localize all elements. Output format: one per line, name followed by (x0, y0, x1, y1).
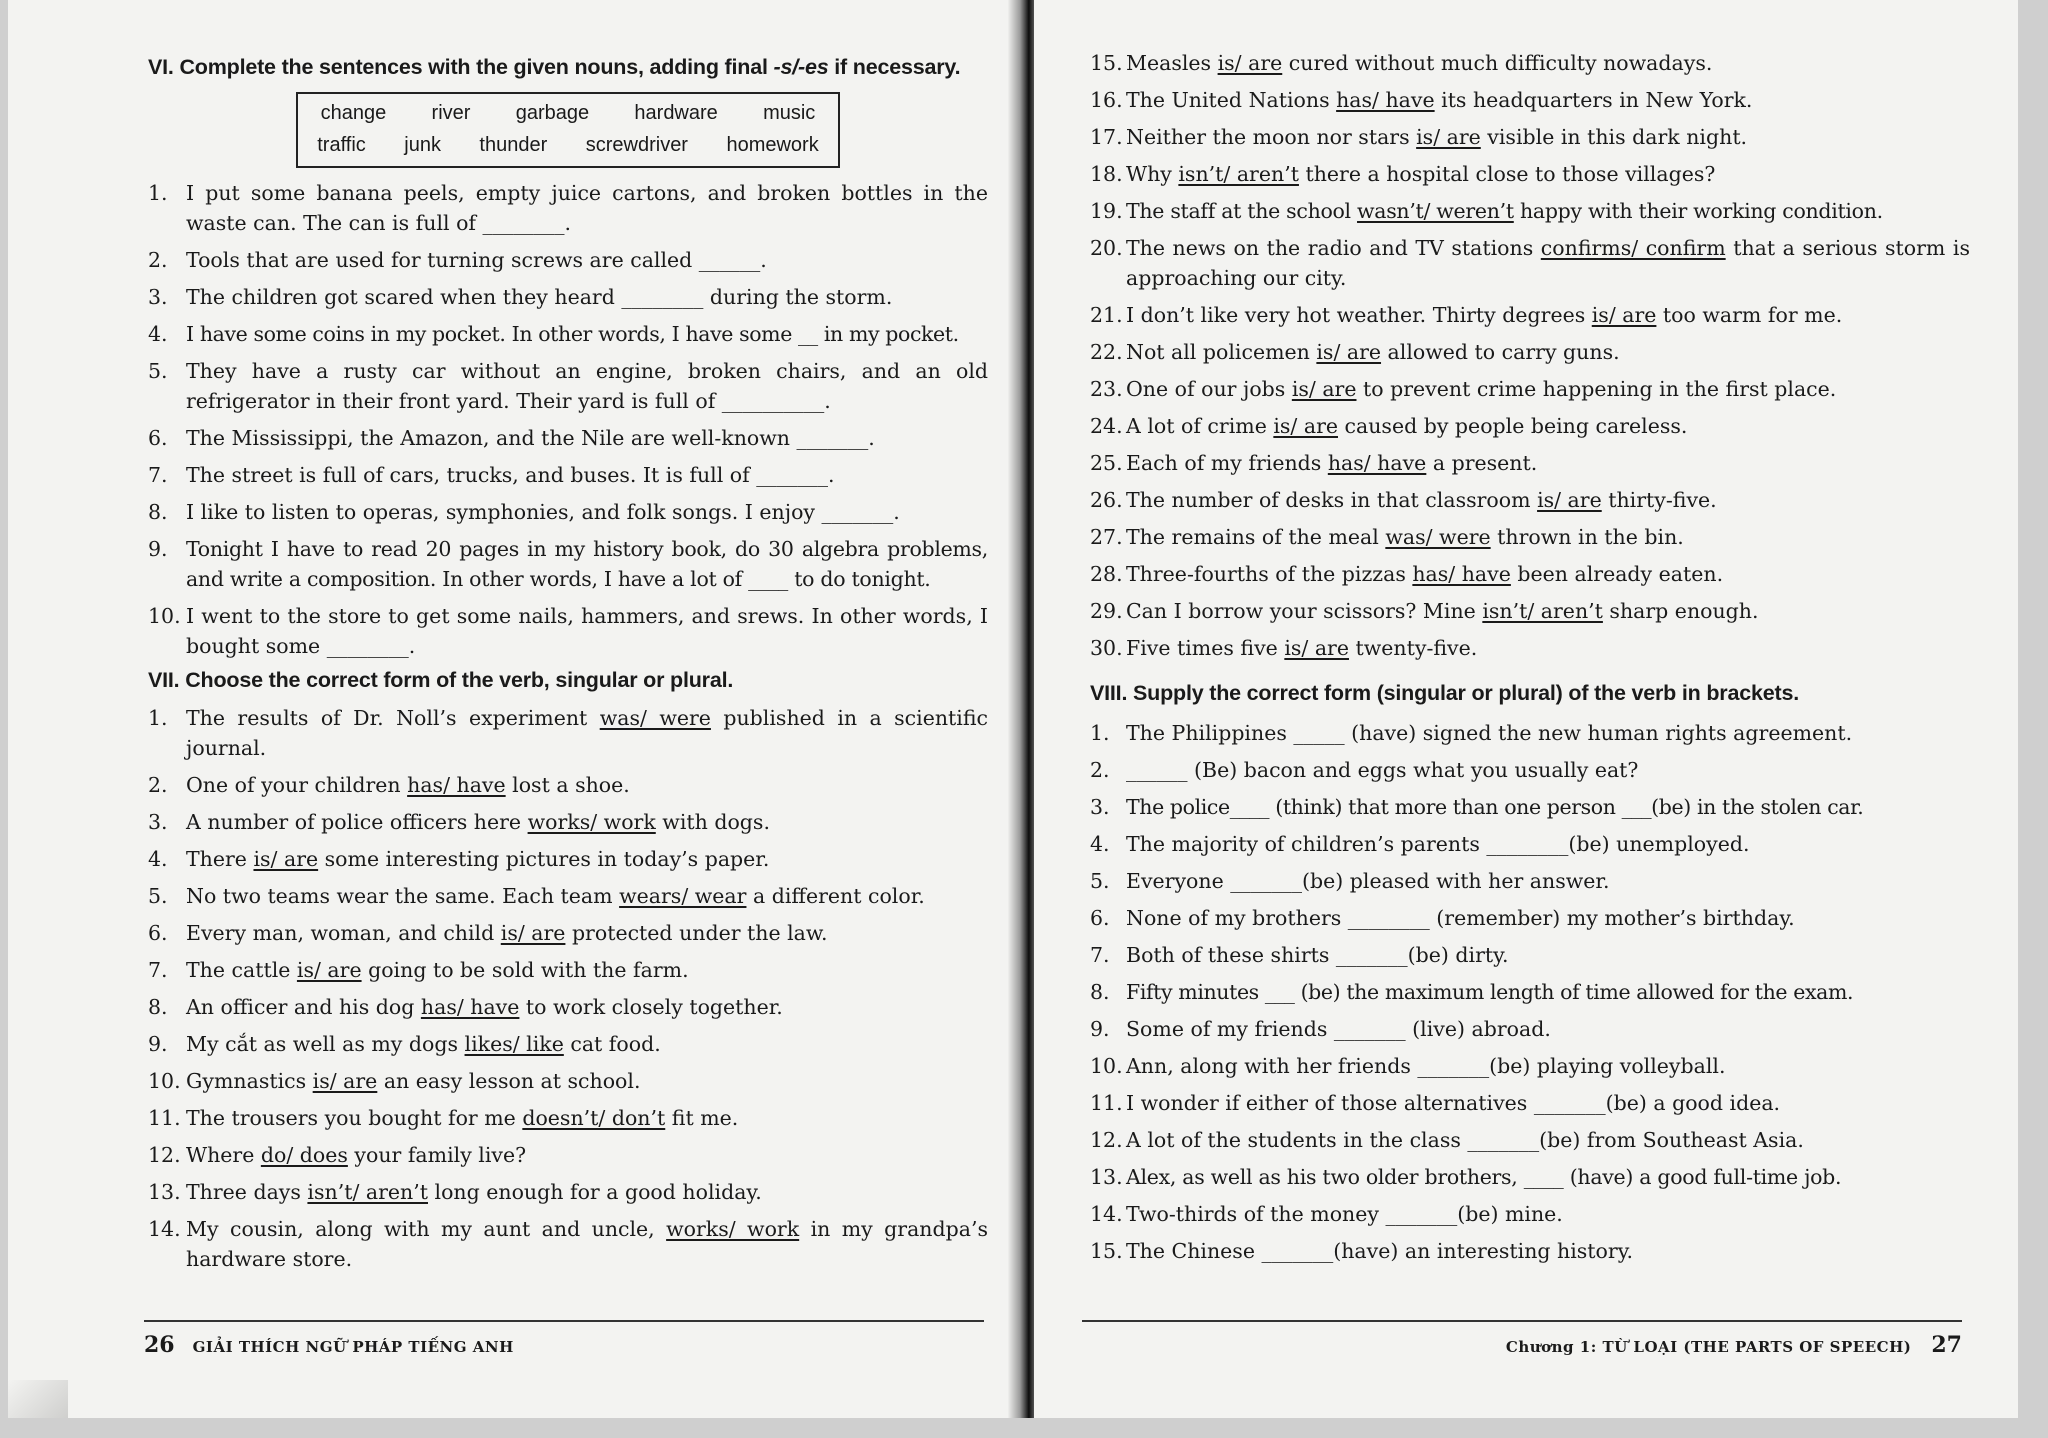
item-text-before: A lot of crime (1126, 414, 1274, 438)
item-text-after: long enough for a good holiday. (428, 1180, 762, 1204)
item-number: 20. (1090, 236, 1123, 260)
item-number: 7. (148, 958, 168, 982)
right-page-content (1090, 48, 1970, 1273)
item-number: 8. (148, 995, 168, 1019)
word-box-word: music (763, 102, 816, 124)
word-box-word: hardware (634, 102, 718, 124)
item-text-after: a different color. (746, 884, 925, 908)
verb-choice: isn’t/ aren’t (307, 1180, 428, 1204)
exercise-item (148, 245, 988, 275)
item-text (1126, 233, 1970, 293)
verb-choice: wears/ wear (619, 884, 747, 908)
item-number: 14. (148, 1217, 181, 1241)
exercise-item (1090, 1014, 1970, 1044)
item-number: 6. (1090, 906, 1110, 930)
left-page (8, 0, 1018, 1418)
item-number: 7. (148, 463, 168, 487)
verb-choice: is/ are (1273, 414, 1338, 438)
item-text (186, 770, 988, 800)
exercise-item (148, 319, 988, 349)
verb-choice: is/ are (1284, 636, 1349, 660)
item-number: 10. (148, 1069, 181, 1093)
item-number: 18. (1090, 162, 1123, 186)
item-text (186, 1177, 988, 1207)
exercise-item (1090, 48, 1970, 78)
item-number: 15. (1090, 51, 1123, 75)
exercise-item (148, 534, 988, 594)
exercise-item (1090, 1236, 1970, 1266)
exercise-item (148, 1103, 988, 1133)
item-number: 21. (1090, 303, 1123, 327)
item-number: 13. (1090, 1165, 1123, 1189)
item-text-after: its headquarters in New York. (1434, 88, 1753, 112)
item-text-before: The cattle (186, 958, 297, 982)
exercise-item (1090, 122, 1970, 152)
verb-choice: do/ does (260, 1143, 348, 1167)
exercise-item (148, 703, 988, 763)
item-text (1126, 337, 1970, 367)
verb-choice: is/ are (296, 958, 362, 982)
item-text-after: sharp enough. (1602, 599, 1759, 623)
item-text (186, 1066, 988, 1096)
item-number: 19. (1090, 199, 1123, 223)
item-number: 28. (1090, 562, 1123, 586)
item-number: 9. (148, 1032, 168, 1056)
verb-choice: was/ were (1385, 525, 1491, 549)
item-text: They have a rusty car without an engine, broken chairs, and an old refrigerator in their front yard. Their yard is full of __________. (186, 359, 988, 413)
item-text: The children got scared when they heard ________ during the storm. (186, 285, 893, 309)
item-text (1126, 448, 1970, 478)
verb-choice: is/ are (1291, 377, 1357, 401)
item-number: 9. (1090, 1017, 1110, 1041)
item-text-after: cured without much difficulty nowadays. (1282, 51, 1713, 75)
item-text (1126, 522, 1970, 552)
item-text-after: in my grandpa’s hardware store. (186, 1217, 989, 1271)
exercise-item (1090, 559, 1970, 589)
left-page-content (148, 55, 988, 1281)
section-viii-list (1090, 718, 1970, 1266)
section-vi-heading (148, 55, 988, 80)
exercise-item (1090, 718, 1970, 748)
item-text-after: published in a scientific journal. (186, 706, 988, 760)
exercise-item (1090, 1199, 1970, 1229)
item-text-before: The United Nations (1126, 88, 1337, 112)
book-spread (8, 0, 2008, 1418)
item-text-after: with dogs. (655, 810, 770, 834)
item-text: Two-thirds of the money _______(be) mine. (1126, 1202, 1563, 1226)
item-number: 23. (1090, 377, 1123, 401)
exercise-item (148, 497, 988, 527)
exercise-item (1090, 196, 1970, 226)
item-text-before: My cắt as well as my dogs (186, 1032, 465, 1056)
verb-choice: is/ are (1591, 303, 1657, 327)
verb-choice: works/ work (527, 810, 656, 834)
item-text: Both of these shirts _______(be) dirty. (1126, 943, 1509, 967)
item-text: Alex, as well as his two older brothers, ____ (have) a good full-time job. (1126, 1165, 1842, 1189)
item-text (1126, 85, 1970, 115)
item-text-before: One of your children (186, 773, 408, 797)
item-text-after: an easy lesson at school. (377, 1069, 641, 1093)
item-text-before: An officer and his dog (186, 995, 421, 1019)
item-text: Fifty minutes ___ (be) the maximum length of time allowed for the exam. (1126, 980, 1854, 1004)
item-number: 29. (1090, 599, 1123, 623)
verb-choice: is/ are (1537, 488, 1602, 512)
verb-choice: has/ have (1336, 88, 1435, 112)
item-text-after: protected under the law. (565, 921, 828, 945)
item-number: 25. (1090, 451, 1123, 475)
verb-choice: has/ have (407, 773, 506, 797)
item-text: The street is full of cars, trucks, and buses. It is full of _______. (186, 463, 835, 487)
item-number: 11. (148, 1106, 181, 1130)
item-text (186, 1103, 988, 1133)
word-box (296, 92, 840, 168)
page-number: 26 (144, 1332, 175, 1358)
item-text: Everyone _______(be) pleased with her answer. (1126, 869, 1610, 893)
verb-choice: was/ were (599, 706, 711, 730)
right-page (1034, 0, 2018, 1418)
item-text-before: Gymnastics (186, 1069, 313, 1093)
verb-choice: works/ work (666, 1217, 800, 1241)
item-text-after: thirty-five. (1601, 488, 1717, 512)
item-text-before: The remains of the meal (1126, 525, 1386, 549)
exercise-item (1090, 866, 1970, 896)
item-text: The Philippines _____ (have) signed the new human rights agreement. (1126, 721, 1853, 745)
item-text-after: to work closely together. (519, 995, 783, 1019)
item-text: None of my brothers ________ (remember) my mother’s birthday. (1126, 906, 1795, 930)
item-text: I put some banana peels, empty juice cartons, and broken bottles in the waste can. The can is full of ________. (186, 181, 988, 235)
item-number: 11. (1090, 1091, 1123, 1115)
word-box-word: junk (404, 134, 441, 156)
item-number: 2. (148, 773, 168, 797)
exercise-item (1090, 1125, 1970, 1155)
item-number: 16. (1090, 88, 1123, 112)
item-text-after: going to be sold with the farm. (361, 958, 689, 982)
exercise-item (1090, 522, 1970, 552)
item-text: I like to listen to operas, symphonies, and folk songs. I enjoy _______. (186, 500, 900, 524)
exercise-item (1090, 159, 1970, 189)
verb-choice: wasn’t/ weren’t (1357, 199, 1514, 223)
verb-choice: is/ are (312, 1069, 378, 1093)
item-number: 13. (148, 1180, 181, 1204)
item-number: 30. (1090, 636, 1123, 660)
word-box-word: thunder (479, 134, 548, 156)
item-text-before: The trousers you bought for me (186, 1106, 523, 1130)
item-text (1126, 411, 1970, 441)
item-text-after: visible in this dark night. (1480, 125, 1748, 149)
exercise-item (148, 601, 988, 661)
item-text-after: cat food. (563, 1032, 661, 1056)
word-box-word: screwdriver (585, 134, 688, 156)
item-number: 1. (148, 706, 168, 730)
exercise-item (148, 770, 988, 800)
verb-choice: has/ have (1327, 451, 1427, 475)
exercise-item (148, 992, 988, 1022)
item-text-before: Why (1126, 162, 1179, 186)
item-number: 3. (148, 285, 168, 309)
item-number: 10. (1090, 1054, 1123, 1078)
section-vi-heading-main: VI. Complete the sentences with the given nouns, adding final (148, 55, 774, 79)
item-text-before: Measles (1126, 51, 1218, 75)
item-text: Tools that are used for turning screws are called ______. (186, 248, 767, 272)
page-edge-shadow (8, 1380, 68, 1418)
item-text: ______ (Be) bacon and eggs what you usually eat? (1126, 758, 1639, 782)
exercise-item (148, 1177, 988, 1207)
item-text-after: twenty-five. (1348, 636, 1478, 660)
exercise-item (148, 918, 988, 948)
section-vii-heading: VII. Choose the correct form of the verb, singular or plural. (148, 668, 734, 692)
item-text (1126, 300, 1970, 330)
item-text: I have some coins in my pocket. In other words, I have some __ in my pocket. (186, 322, 959, 346)
item-number: 12. (148, 1143, 181, 1167)
item-text (186, 1140, 988, 1170)
verb-choice: doesn’t/ don’t (522, 1106, 666, 1130)
exercise-item (1090, 903, 1970, 933)
item-number: 22. (1090, 340, 1123, 364)
item-number: 3. (1090, 795, 1110, 819)
item-text (186, 1214, 988, 1274)
exercise-item (1090, 792, 1970, 822)
item-number: 1. (148, 181, 168, 205)
word-box-row-2 (298, 129, 838, 161)
exercise-item (1090, 411, 1970, 441)
exercise-item (1090, 755, 1970, 785)
item-text (1126, 596, 1970, 626)
item-text (186, 703, 988, 763)
exercise-item (1090, 448, 1970, 478)
item-text (186, 955, 988, 985)
exercise-item (148, 1140, 988, 1170)
item-number: 14. (1090, 1202, 1123, 1226)
right-page-footer (1082, 1320, 1962, 1358)
item-text (186, 807, 988, 837)
exercise-item (1090, 596, 1970, 626)
exercise-item (148, 356, 988, 416)
exercise-item (148, 282, 988, 312)
item-number: 17. (1090, 125, 1123, 149)
item-text-before: The news on the radio and TV stations (1126, 236, 1541, 260)
item-text-before: Three days (186, 1180, 308, 1204)
verb-choice: is/ are (1416, 125, 1481, 149)
item-text (186, 918, 988, 948)
item-text-after: some interesting pictures in today’s paper. (318, 847, 770, 871)
exercise-item (1090, 300, 1970, 330)
item-number: 12. (1090, 1128, 1123, 1152)
verb-choice: is/ are (253, 847, 319, 871)
exercise-item (148, 1214, 988, 1274)
exercise-item (1090, 1051, 1970, 1081)
item-number: 4. (148, 322, 168, 346)
item-text-after: a present. (1426, 451, 1538, 475)
item-text: I wonder if either of those alternatives _______(be) a good idea. (1126, 1091, 1781, 1115)
item-text (1126, 374, 1970, 404)
item-text (186, 992, 988, 1022)
item-number: 26. (1090, 488, 1123, 512)
item-text (1126, 485, 1970, 515)
item-text: Ann, along with her friends _______(be) playing volleyball. (1126, 1054, 1726, 1078)
item-text-after: too warm for me. (1656, 303, 1843, 327)
item-number: 8. (1090, 980, 1110, 1004)
exercise-item (1090, 374, 1970, 404)
item-number: 3. (148, 810, 168, 834)
exercise-item (1090, 485, 1970, 515)
item-number: 10. (148, 604, 181, 628)
verb-choice: is/ are (1316, 340, 1382, 364)
item-number: 24. (1090, 414, 1123, 438)
item-text-before: The number of desks in that classroom (1126, 488, 1538, 512)
item-text-before: Can I borrow your scissors? Mine (1126, 599, 1483, 623)
item-number: 5. (148, 884, 168, 908)
item-text (186, 844, 988, 874)
exercise-item (1090, 1088, 1970, 1118)
verb-choice: isn’t/ aren’t (1482, 599, 1603, 623)
item-text-before: Where (186, 1143, 261, 1167)
item-text: The majority of children’s parents ________(be) unemployed. (1126, 832, 1750, 856)
exercise-item (1090, 85, 1970, 115)
exercise-item (1090, 977, 1970, 1007)
item-number: 4. (148, 847, 168, 871)
item-text-after: allowed to carry guns. (1381, 340, 1620, 364)
verb-choice: has/ have (1412, 562, 1511, 586)
item-text: Tonight I have to read 20 pages in my history book, do 30 algebra problems, and write a composition. In other words, I have a lot of ____ to do tonight. (186, 537, 988, 591)
word-box-word: homework (726, 134, 819, 156)
item-text-after: fit me. (665, 1106, 739, 1130)
word-box-word: garbage (515, 102, 590, 124)
exercise-item (148, 807, 988, 837)
item-number: 1. (1090, 721, 1110, 745)
item-number: 6. (148, 426, 168, 450)
section-viii-heading: VIII. Supply the correct form (singular or plural) of the verb in brackets. (1090, 681, 1799, 705)
section-vi-heading-italic: -s/-es (773, 55, 829, 79)
item-text: I went to the store to get some nails, hammers, and srews. In other words, I bought some ________. (186, 604, 988, 658)
word-box-word: traffic (317, 134, 366, 156)
item-text (186, 881, 988, 911)
item-text-before: There (186, 847, 254, 871)
item-text-before: I don’t like very hot weather. Thirty degrees (1126, 303, 1592, 327)
item-text: A lot of the students in the class _______(be) from Southeast Asia. (1126, 1128, 1804, 1152)
item-text (1126, 159, 1970, 189)
item-text-after: caused by people being careless. (1338, 414, 1688, 438)
item-text-after: your family live? (347, 1143, 527, 1167)
item-text-after: to prevent crime happening in the first place. (1356, 377, 1837, 401)
section-vii-continued-list (1090, 48, 1970, 663)
verb-choice: is/ are (500, 921, 566, 945)
item-text (1126, 633, 1970, 663)
exercise-item (148, 460, 988, 490)
verb-choice: has/ have (420, 995, 520, 1019)
exercise-item (1090, 1162, 1970, 1192)
exercise-item (1090, 633, 1970, 663)
item-text: Some of my friends _______ (live) abroad. (1126, 1017, 1551, 1041)
verb-choice: is/ are (1217, 51, 1283, 75)
item-text (1126, 196, 1970, 226)
item-number: 5. (148, 359, 168, 383)
item-text-after: there a hospital close to those villages? (1298, 162, 1716, 186)
item-text: The police____ (think) that more than one person ___(be) in the stolen car. (1126, 795, 1864, 819)
item-text-before: The results of Dr. Noll’s experiment (186, 706, 600, 730)
item-text-before: One of our jobs (1126, 377, 1292, 401)
item-text-before: Five times five (1126, 636, 1285, 660)
item-text-before: No two teams wear the same. Each team (186, 884, 620, 908)
item-text-before: Neither the moon nor stars (1126, 125, 1417, 149)
item-text-after: happy with their working condition. (1513, 199, 1883, 223)
item-number: 4. (1090, 832, 1110, 856)
item-text-before: Each of my friends (1126, 451, 1328, 475)
item-text-before: My cousin, along with my aunt and uncle, (186, 1217, 667, 1241)
word-box-row-1 (298, 97, 838, 129)
word-box-word: change (320, 102, 387, 124)
exercise-item (1090, 337, 1970, 367)
verb-choice: likes/ like (464, 1032, 564, 1056)
exercise-item (1090, 829, 1970, 859)
exercise-item (148, 178, 988, 238)
verb-choice: confirms/ confirm (1540, 236, 1726, 260)
item-text (1126, 559, 1970, 589)
item-number: 2. (1090, 758, 1110, 782)
exercise-item (148, 1066, 988, 1096)
item-number: 6. (148, 921, 168, 945)
item-number: 27. (1090, 525, 1123, 549)
item-number: 5. (1090, 869, 1110, 893)
exercise-item (148, 881, 988, 911)
item-text-after: that a serious storm is approaching our city. (1126, 236, 1970, 290)
page-number: 27 (1931, 1332, 1962, 1358)
item-number: 2. (148, 248, 168, 272)
exercise-item (148, 844, 988, 874)
exercise-item (1090, 940, 1970, 970)
section-vi-heading-end: if necessary. (828, 55, 961, 79)
section-vi-list (148, 178, 988, 661)
item-text-before: The staff at the school (1126, 199, 1358, 223)
item-number: 9. (148, 537, 168, 561)
item-text-before: A number of police officers here (186, 810, 528, 834)
item-number: 8. (148, 500, 168, 524)
exercise-item (148, 423, 988, 453)
exercise-item (148, 1029, 988, 1059)
item-text-before: Not all policemen (1126, 340, 1317, 364)
item-number: 15. (1090, 1239, 1123, 1263)
left-page-footer (144, 1320, 984, 1358)
chapter-title: Chương 1: TỪ LOẠI (THE PARTS OF SPEECH) (1505, 1338, 1912, 1356)
item-text-after: lost a shoe. (505, 773, 630, 797)
exercise-item (148, 955, 988, 985)
item-text-before: Three-fourths of the pizzas (1126, 562, 1413, 586)
item-text-after: thrown in the bin. (1490, 525, 1684, 549)
item-text-after: been already eaten. (1510, 562, 1724, 586)
exercise-item (1090, 233, 1970, 293)
word-box-word: river (431, 102, 471, 124)
footer-title: GIẢI THÍCH NGỮ PHÁP TIẾNG ANH (192, 1338, 514, 1356)
item-text (186, 1029, 988, 1059)
section-vii-list (148, 703, 988, 1274)
item-text (1126, 48, 1970, 78)
item-number: 7. (1090, 943, 1110, 967)
item-text-before: Every man, woman, and child (186, 921, 501, 945)
item-text (1126, 122, 1970, 152)
item-text: The Mississippi, the Amazon, and the Nile are well-known _______. (186, 426, 875, 450)
verb-choice: isn’t/ aren’t (1178, 162, 1299, 186)
item-text: The Chinese _______(have) an interesting history. (1126, 1239, 1634, 1263)
